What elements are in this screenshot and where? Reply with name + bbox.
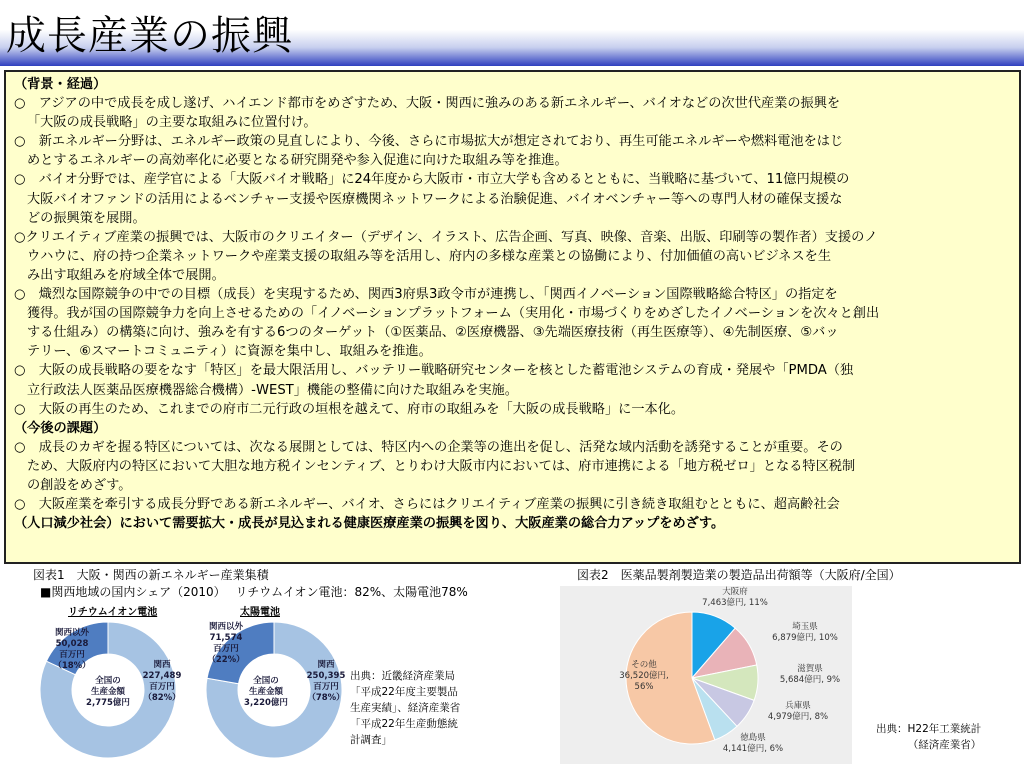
donut1-other-label: 関西以外 50,028 百万円 （18%） <box>53 628 91 671</box>
pie-label-tokushima: 徳島県 4,141億円, 6% <box>722 733 784 754</box>
text-line: ○ 熾烈な国際競争の中での目標（成長）を実現するため、関西3府県3政令市が連携し、「関西イノベーション国際戦略総合特区」の指定を <box>14 287 838 303</box>
donut2-kansai-label: 関西 250,395 百万円 （78%） <box>306 660 346 703</box>
figure1-caption: 図表1 大阪・関西の新エネルギー産業集積 <box>33 568 269 582</box>
background-text-box <box>4 70 1021 564</box>
pie-label-hyogo: 兵庫県 4,979億円, 8% <box>767 701 829 722</box>
text-line: ○クリエイティブ産業の振興では、大阪市のクリエイター（デザイン、イラスト、広告企画、写真、映像、音楽、出版、印刷等の製作者）支援のノ <box>14 229 878 245</box>
text-line: ○ アジアの中で成長を成し遂げ、ハイエンド都市をめざすため、大阪・関西に強みのある新エネルギー、バイオなどの次世代産業の振興を <box>14 96 841 112</box>
text-line: み出す取組みを府域全体で展開。 <box>27 267 225 283</box>
text-line: ○ バイオ分野では、産学官による「大阪バイオ戦略」に24年度から大阪市・市立大学も含めるとともに、当戦略に基づいて、11億円規模の <box>14 172 850 188</box>
figure2-caption: 図表2 医薬品製剤製造業の製造品出荷額等（大阪府/全国） <box>577 568 901 582</box>
text-line: の創設をめざす。 <box>27 477 132 493</box>
text-line: ウハウに、府の持つ企業ネットワークや産業支援の取組み等を活用し、府内の多様な産業との協働により、付加価値の高いビジネスを生 <box>27 248 832 264</box>
donut1-title: リチウムイオン電池 <box>68 607 158 618</box>
text-line: （人口減少社会）において需要拡大・成長が見込まれる健康医療産業の振興を図り、大阪産業の総合力アップをめざす。 <box>14 516 725 532</box>
pie-label-other: その他 36,520億円, 56% <box>619 660 669 692</box>
pie-label-osaka: 大阪府 7,463億円, 11% <box>702 587 768 608</box>
text-line: （今後の課題） <box>14 420 107 436</box>
pie-label-shiga: 滋賀県 5,684億円, 9% <box>779 664 841 685</box>
text-line: ○ 大阪の成長戦略の要をなす「特区」を最大限活用し、バッテリー戦略研究センターを核とした蓄電池システムの育成・発展や「PMDA（独 <box>14 363 854 379</box>
text-line: 「大阪の成長戦略」の主要な取組みに位置付け。 <box>27 115 317 131</box>
text-line: ○ 大阪産業を牽引する成長分野である新エネルギー、バイオ、さらにはクリエイティブ産業の振興に引き続き取組むとともに、超高齢社会 <box>14 497 840 513</box>
donut2-title: 太陽電池 <box>240 607 280 618</box>
text-line: （背景・経過） <box>14 77 107 92</box>
text-line: 立行政法人医薬品医療機器総合機構）-WEST」機能の整備に向けた取組みを実施。 <box>27 382 518 398</box>
donut2-center-label: 全国の 生産金額 3,220億円 <box>244 676 288 708</box>
donut2-other-label: 関西以外 71,574 百万円 （22%） <box>207 622 245 665</box>
text-line: 大阪バイオファンドの活用によるベンチャー支援や医療機関ネットワークによる治験促進、バイオベンチャー等への専門人材の確保支援な <box>27 191 843 207</box>
figure1-subcaption: ■関西地域の国内シェア（2010） リチウムイオン電池：82%、太陽電池78% <box>40 585 468 599</box>
text-line: ため、大阪府内の特区において大胆な地方税インセンティブ、とりわけ大阪市内においては、府市連携による「地方税ゼロ」となる特区税制 <box>27 458 856 474</box>
text-line: テリー、⑥スマートコミュニティ）に資源を集中し、取組みを推進。 <box>27 344 432 360</box>
text-line: どの振興策を展開。 <box>27 210 146 226</box>
text-line: ○ 新エネルギー分野は、エネルギー政策の見直しにより、今後、さらに市場拡大が想定されており、再生可能エネルギーや燃料電池をはじ <box>14 134 844 150</box>
text-line: めとするエネルギーの高効率化に必要となる研究開発や参入促進に向けた取組み等を推進。 <box>27 153 568 169</box>
figure1-source: 出典：近畿経済産業局 「平成22年度主要製品 生産実績」、経済産業省 「平成22年生産動態統 計調査」 <box>350 670 461 746</box>
title-bar <box>0 0 1024 66</box>
text-line: 獲得。我が国の国際競争力を向上させるための「イノベーションプラットフォーム（実用化・市場づくりをめざしたイノベーションを次々と創出 <box>27 306 880 322</box>
text-line: ○ 大阪の再生のため、これまでの府市二元行政の垣根を越えて、府市の取組みを「大阪の成長戦略」に一本化。 <box>14 401 685 417</box>
page-title: 成長産業の振興 <box>6 13 293 59</box>
pie-label-saitama: 埼玉県 6,879億円, 10% <box>772 622 838 643</box>
donut1-center-label: 全国の 生産金額 2,775億円 <box>86 676 130 708</box>
text-line: ○ 成長のカギを握る特区については、次なる展開としては、特区内への企業等の進出を促し、活発な域内活動を誘発することが重要。その <box>14 439 843 455</box>
figure2-source: 出典：H22年工業統計 （経済産業省） <box>876 723 982 751</box>
donut1-kansai-label: 関西 227,489 百万円 （82%） <box>142 660 182 703</box>
text-line: する仕組み）の構築に向け、強みを有する6つのターゲット（①医薬品、②医療機器、③先端医療技術（再生医療等）、④先制医療、⑤バッ <box>27 325 839 341</box>
